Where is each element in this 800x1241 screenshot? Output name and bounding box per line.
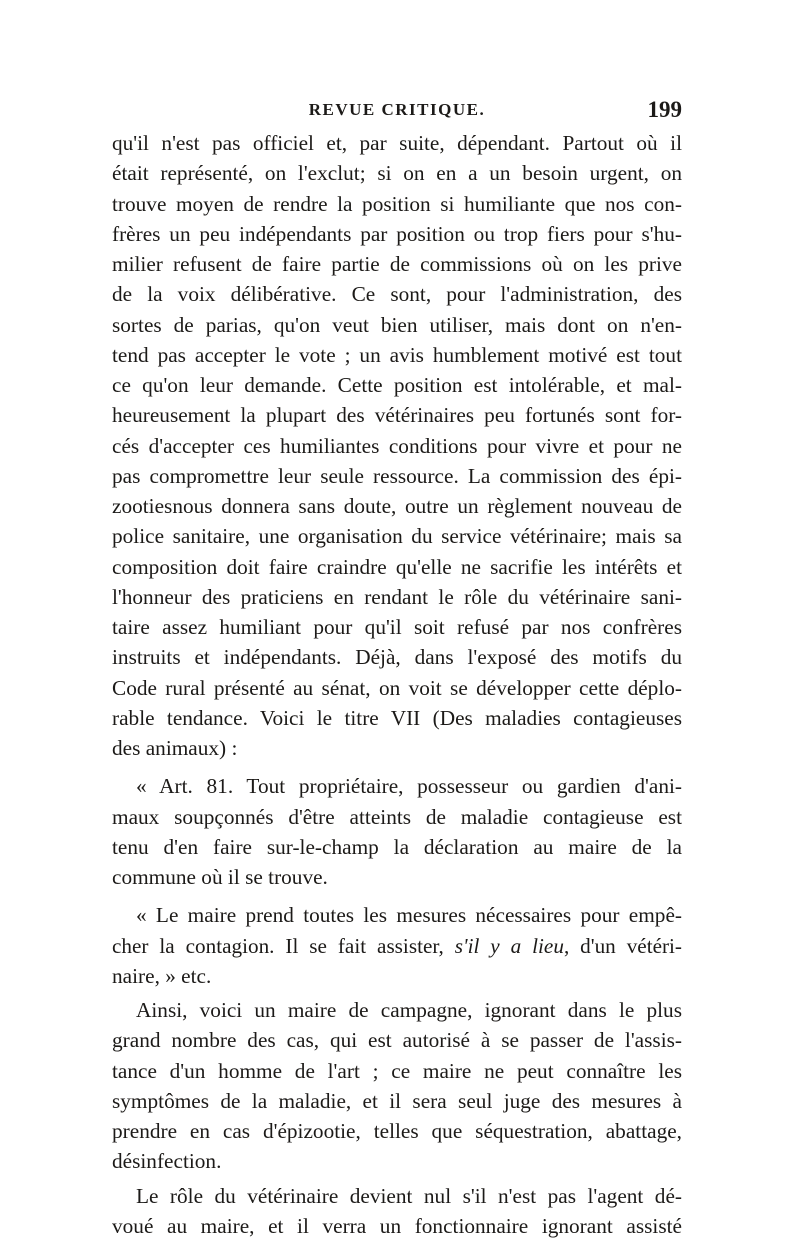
text-line: instruits et indépendants. Déjà, dans l'exposé des motifs du: [112, 642, 682, 672]
text-line: naire, » etc.: [112, 961, 682, 991]
text-line: l'honneur des praticiens en rendant le rôle du vétérinaire sani-: [112, 582, 682, 612]
text-line: désinfection.: [112, 1146, 682, 1176]
text-line: milier refusent de faire partie de commissions où on les prive: [112, 249, 682, 279]
text-line: composition doit faire craindre qu'elle ne sacrifie les intérêts et: [112, 552, 682, 582]
text-line: cés d'accepter ces humiliantes conditions pour vivre et pour ne: [112, 431, 682, 461]
text-line: Le rôle du vétérinaire devient nul s'il n'est pas l'agent dé-: [112, 1181, 682, 1211]
text-line: rable tendance. Voici le titre VII (Des maladies contagieuses: [112, 703, 682, 733]
text-line: de la voix délibérative. Ce sont, pour l'administration, des: [112, 279, 682, 309]
running-head: REVUE CRITIQUE.: [112, 100, 682, 120]
text-line: des animaux) :: [112, 733, 682, 763]
text-line: voué au maire, et il verra un fonctionnaire ignorant assisté: [112, 1211, 682, 1241]
paragraph-1: [112, 128, 682, 763]
text-line: trouve moyen de rendre la position si humiliante que nos con-: [112, 189, 682, 219]
text-line: Code rural présenté au sénat, on voit se développer cette déplo-: [112, 673, 682, 703]
text-line: symptômes de la maladie, et il sera seul juge des mesures à: [112, 1086, 682, 1116]
text-line: était représenté, on l'exclut; si on en a un besoin urgent, on: [112, 158, 682, 188]
text-line: sortes de parias, qu'on veut bien utiliser, mais dont on n'en-: [112, 310, 682, 340]
text-line: pas compromettre leur seule ressource. La commission des épi-: [112, 461, 682, 491]
text-line: zootiesnous donnera sans doute, outre un règlement nouveau de: [112, 491, 682, 521]
paragraph-article-81: [112, 771, 682, 892]
italic-phrase: s'il y a lieu: [455, 934, 564, 958]
text-line: tance d'un homme de l'art ; ce maire ne peut connaître les: [112, 1056, 682, 1086]
text-line: tenu d'en faire sur-le-champ la déclaration au maire de la: [112, 832, 682, 862]
text-line: ce qu'on leur demande. Cette position est intolérable, et mal-: [112, 370, 682, 400]
text-line: tend pas accepter le vote ; un avis humblement motivé est tout: [112, 340, 682, 370]
text-line: « Le maire prend toutes les mesures nécessaires pour empê-: [112, 900, 682, 930]
text-fragment: cher la contagion. Il se fait assister,: [112, 934, 444, 958]
text-line: heureusement la plupart des vétérinaires peu fortunés sont for-: [112, 400, 682, 430]
text-line: prendre en cas d'épizootie, telles que séquestration, abattage,: [112, 1116, 682, 1146]
page-number: 199: [648, 97, 683, 123]
text-line: commune où il se trouve.: [112, 862, 682, 892]
text-line: maux soupçonnés d'être atteints de maladie contagieuse est: [112, 802, 682, 832]
text-line: « Art. 81. Tout propriétaire, possesseur ou gardien d'ani-: [112, 771, 682, 801]
body-text: [112, 128, 682, 1241]
text-line: [112, 931, 682, 961]
paragraph-ainsi: [112, 995, 682, 1177]
paragraph-role: [112, 1181, 682, 1241]
text-line: grand nombre des cas, qui est autorisé à se passer de l'assis-: [112, 1025, 682, 1055]
text-line: taire assez humiliant pour qu'il soit refusé par nos confrères: [112, 612, 682, 642]
text-fragment: , d'un vétéri-: [564, 934, 682, 958]
text-line: qu'il n'est pas officiel et, par suite, dépendant. Partout où il: [112, 128, 682, 158]
text-line: frères un peu indépendants par position ou trop fiers pour s'hu-: [112, 219, 682, 249]
text-line: police sanitaire, une organisation du service vétérinaire; mais sa: [112, 521, 682, 551]
paragraph-maire: [112, 900, 682, 991]
text-line: Ainsi, voici un maire de campagne, ignorant dans le plus: [112, 995, 682, 1025]
